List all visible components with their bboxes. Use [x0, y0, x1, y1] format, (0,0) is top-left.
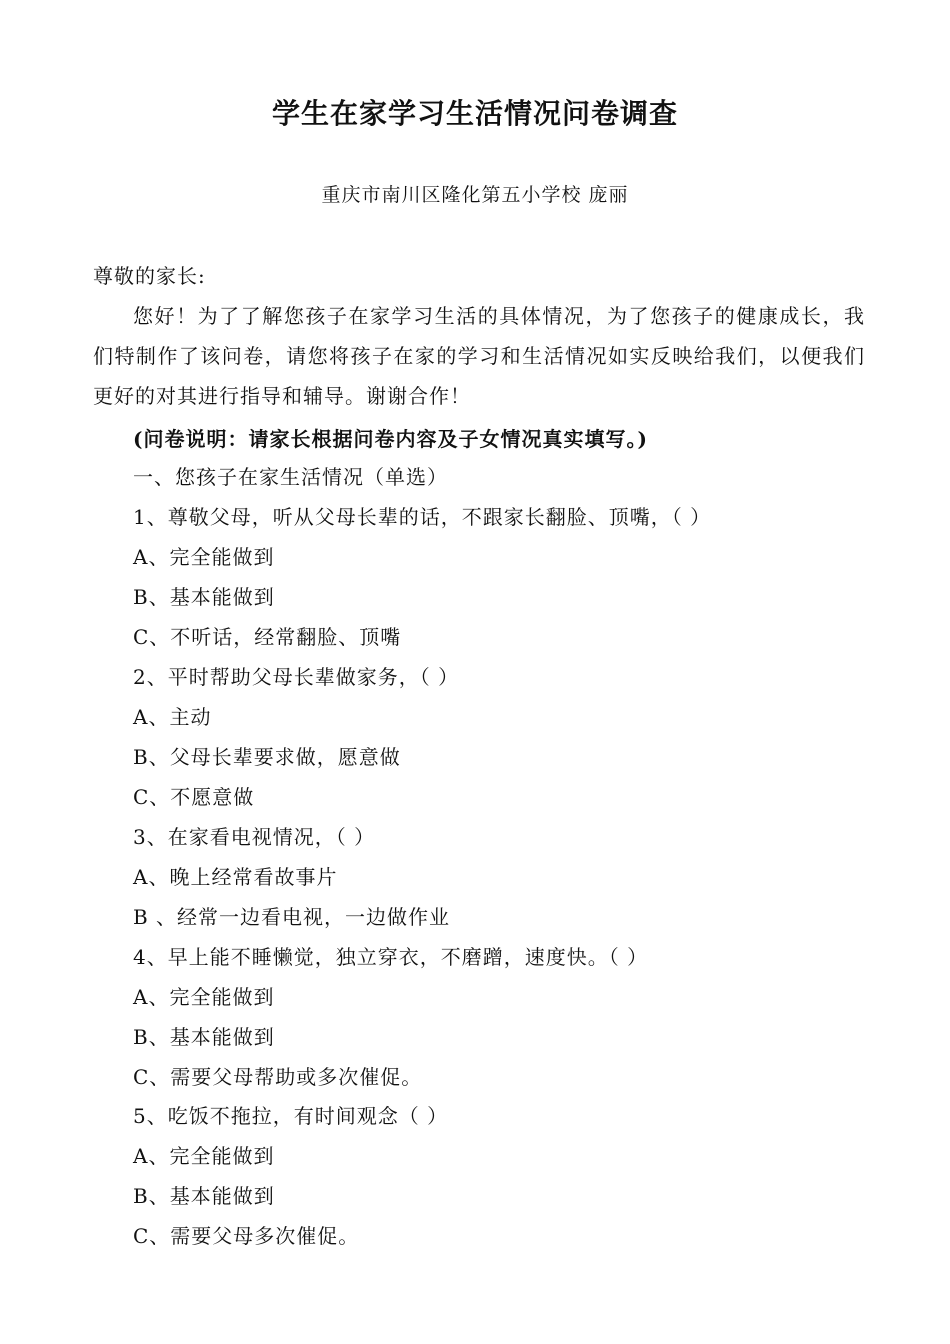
question-5-option-c: C、需要父母多次催促。 — [133, 1224, 360, 1248]
question-2-option-b: B、父母长辈要求做，愿意做 — [133, 745, 401, 769]
question-5-option-a: A、完全能做到 — [133, 1144, 275, 1168]
question-5: 5、吃饭不拖拉，有时间观念（ ） — [133, 1104, 449, 1128]
question-4-option-a: A、完全能做到 — [133, 985, 275, 1009]
question-1-option-a: A、完全能做到 — [133, 545, 275, 569]
document-title: 学生在家学习生活情况问卷调查 — [271, 97, 678, 130]
section-heading: 一、您孩子在家生活情况（单选） — [133, 465, 448, 489]
question-5-option-b: B、基本能做到 — [133, 1184, 275, 1208]
question-2-option-a: A、主动 — [133, 705, 212, 729]
questionnaire-note: (问卷说明：请家长根据问卷内容及子女情况真实填写。) — [133, 427, 648, 451]
question-4: 4、早上能不睡懒觉，独立穿衣，不磨蹭，速度快。（ ） — [133, 945, 649, 969]
question-4-option-b: B、基本能做到 — [133, 1025, 275, 1049]
author-line: 重庆市南川区隆化第五小学校 庞丽 — [321, 184, 629, 206]
question-2: 2、平时帮助父母长辈做家务，（ ） — [133, 665, 460, 689]
question-3-option-b: B 、经常一边看电视，一边做作业 — [133, 905, 451, 929]
question-4-option-c: C、需要父母帮助或多次催促。 — [133, 1065, 423, 1089]
greeting: 尊敬的家长: — [93, 264, 206, 288]
question-2-option-c: C、不愿意做 — [133, 785, 255, 809]
question-1-option-b: B、基本能做到 — [133, 585, 275, 609]
question-3-option-a: A、晚上经常看故事片 — [133, 865, 338, 889]
question-1: 1、尊敬父母，听从父母长辈的话，不跟家长翻脸、顶嘴，（ ） — [133, 505, 712, 529]
question-3: 3、在家看电视情况，（ ） — [133, 825, 376, 849]
question-1-option-c: C、不听话，经常翻脸、顶嘴 — [133, 625, 402, 649]
intro-paragraph: 您好！为了了解您孩子在家学习生活的具体情况，为了您孩子的健康成长，我们特制作了该问卷，请您将孩子在家的学习和生活情况如实反映给我们，以便我们更好的对其进行指导和辅导。谢谢合作！ — [93, 304, 865, 408]
